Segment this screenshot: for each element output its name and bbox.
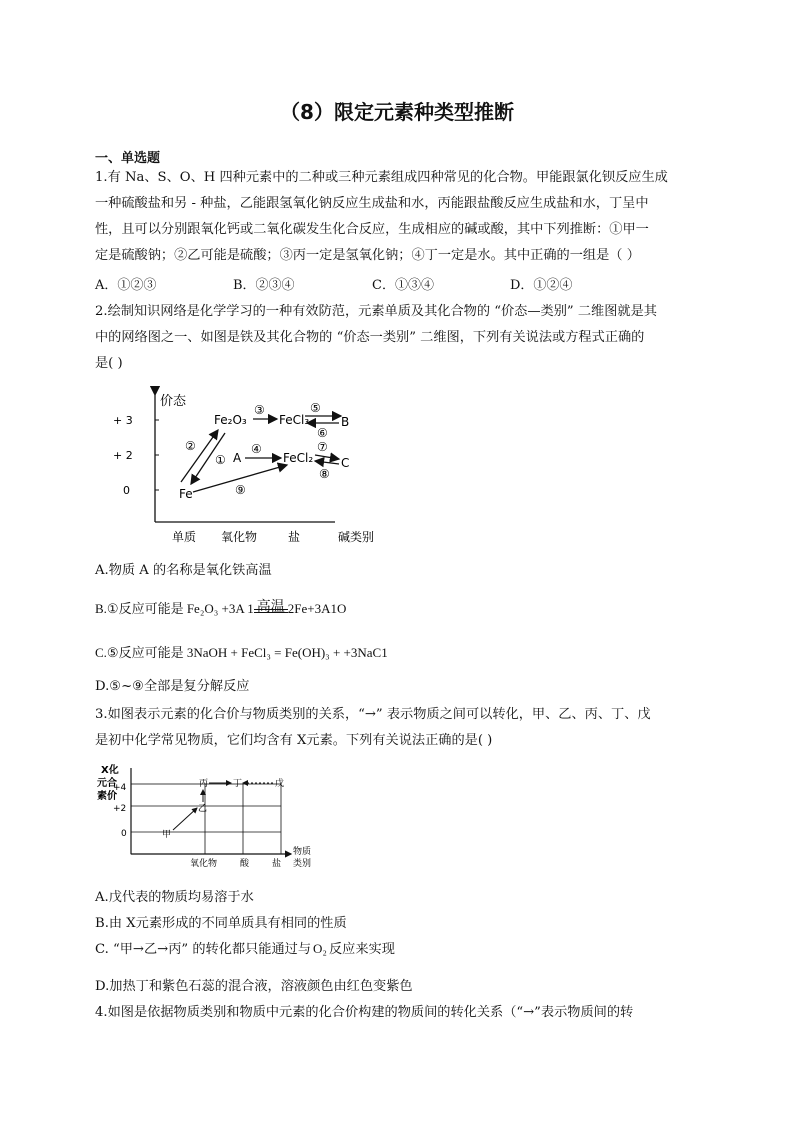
q2-option-c-equation: 3NaOH + FeCl₃ = Fe(OH)₃ + +3NaC1 <box>186 645 388 660</box>
y-tick-zero: 0 <box>121 829 127 839</box>
q1-option-c[interactable]: C．①③④ <box>372 278 434 293</box>
q1-line-2: 一种硫酸盐和另 - 种盐，乙能跟氢氧化钠反应生成盐和水，丙能跟盐酸反应生成盐和水，丁呈中 <box>95 196 649 211</box>
q1-option-a[interactable]: A．①②③ <box>95 278 157 293</box>
q2-option-b-lhs: Fe₂O₃ +3A 1 <box>186 601 254 616</box>
q2-option-a[interactable]: A.物质 A 的名称是氧化铁高温 <box>95 563 272 578</box>
x-label-salt: 盐 <box>272 859 282 869</box>
step-1: ① <box>215 453 226 467</box>
q2-line-1: 2.绘制知识网络是化学学习的一种有效防范，元素单质及其化合物的 “价态—类别” 二维图就是其 <box>95 304 657 319</box>
x-axis-label-2: 类别 <box>293 859 312 869</box>
q3-line-1: 3.如图表示元素的化合价与物质类别的关系，“→” 表示物质之间可以转化，甲、乙、丙、丁、戊 <box>95 707 651 722</box>
y-axis-label: 价态 <box>160 394 187 409</box>
y-tick-0: 0 <box>123 484 130 497</box>
node-fecl3: FeCl₃ <box>279 413 310 427</box>
q1-option-d[interactable]: D．①②④ <box>510 278 573 293</box>
y-tick-plus2: +2 <box>113 804 127 814</box>
x-label-salt: 盐 <box>288 530 301 544</box>
q2-line-2: 中的网络图之一、如图是铁及其化合物的 “价态一类别” 二维图，下列有关说法或方程式正确的 <box>95 330 645 345</box>
step-8: ⑧ <box>319 467 330 481</box>
y-label-line-2: 元合 <box>97 778 117 789</box>
step-7: ⑦ <box>317 440 328 454</box>
q1-line-1: 1.有 Na、S、O、H 四种元素中的二种或三种元素组成四种常见的化合物。甲能跟氯化钡反应生成 <box>95 170 668 185</box>
q3-option-d[interactable]: D.加热丁和紫色石蕊的混合液，溶液颜色由红色变紫色 <box>95 979 413 994</box>
node-fe2o3: Fe₂O₃ <box>214 413 247 427</box>
x-label-base: 碱类别 <box>338 530 375 544</box>
x-axis-label-1: 物质 <box>293 847 312 857</box>
node-fe: Fe <box>179 487 193 501</box>
node-wu: 戊 <box>275 779 285 789</box>
q1-option-b[interactable]: B．②③④ <box>233 278 295 293</box>
step-3: ③ <box>254 403 265 417</box>
step-5: ⑤ <box>310 401 321 415</box>
node-fecl2: FeCl₂ <box>283 451 314 465</box>
iron-valence-diagram <box>95 385 395 550</box>
q3-option-c-tail: 反应来实现 <box>328 942 395 957</box>
node-yi: 乙 <box>198 804 208 814</box>
q2-option-b-prefix: B.①反应可能是 <box>95 601 187 616</box>
q2-option-c[interactable] <box>95 642 388 661</box>
q1-line-4: 定是硫酸钠；②乙可能是硫酸；③丙一定是氢氧化钠；④丁一定是水。其中正确的一组是（ ） <box>95 248 640 263</box>
q3-option-b[interactable]: B.由 X元素形成的不同单质具有相同的性质 <box>95 916 347 931</box>
x-label-acid: 酸 <box>240 859 250 869</box>
q3-option-c-text: C. “甲→乙→丙” 的转化都只能通过与 <box>95 942 312 957</box>
x-label-oxide: 氧化物 <box>190 859 218 869</box>
x-label-oxide: 氧化物 <box>221 530 258 544</box>
q1-line-3: 性，且可以分别跟氧化钙或二氧化碳发生化合反应，生成相应的碱或酸，其中下列推断：①甲一 <box>95 222 649 237</box>
step-9: ⑨ <box>235 483 246 497</box>
y-label-line-1: X化 <box>101 765 119 776</box>
node-c: C <box>341 456 350 470</box>
step-2: ② <box>185 439 196 453</box>
q2-option-c-prefix: C.⑤反应可能是 <box>95 645 187 660</box>
x-label-element: 单质 <box>172 530 197 544</box>
step-6: ⑥ <box>317 426 328 440</box>
section-heading: 一、单选题 <box>95 151 161 166</box>
q4-line-1: 4.如图是依据物质类别和物质中元素的化合价构建的物质间的转化关系（“→”表示物质间的转 <box>95 1005 634 1020</box>
node-ding: 丁 <box>233 779 243 789</box>
node-b: B <box>341 415 350 429</box>
node-a: A <box>233 451 242 465</box>
y-tick-plus2: + 2 <box>113 449 133 462</box>
q2-option-b[interactable] <box>95 598 346 617</box>
q2-option-d[interactable]: D.⑤~⑨全部是复分解反应 <box>95 679 250 694</box>
q3-option-c-o2: O₂ <box>313 941 327 956</box>
node-bing: 丙 <box>199 779 209 789</box>
y-label-line-3: 素价 <box>97 791 117 802</box>
q3-line-2: 是初中化学常见物质，它们均含有 X元素。下列有关说法正确的是( ) <box>95 733 493 748</box>
q2-option-b-condition: 高温 <box>256 600 285 615</box>
q3-option-c[interactable] <box>95 938 395 957</box>
page-title: （8）限定元素种类型推断 <box>280 100 514 124</box>
q3-option-a[interactable]: A.戊代表的物质均易溶于水 <box>95 890 254 905</box>
y-tick-plus4: +4 <box>113 783 127 793</box>
node-jia: 甲 <box>162 830 172 840</box>
step-4: ④ <box>251 442 262 456</box>
y-tick-plus3: + 3 <box>113 414 133 427</box>
x-element-valence-diagram <box>95 762 335 872</box>
q2-line-3: 是( ) <box>95 356 123 371</box>
q2-option-b-rhs: 2Fe+3A1O <box>287 601 347 616</box>
